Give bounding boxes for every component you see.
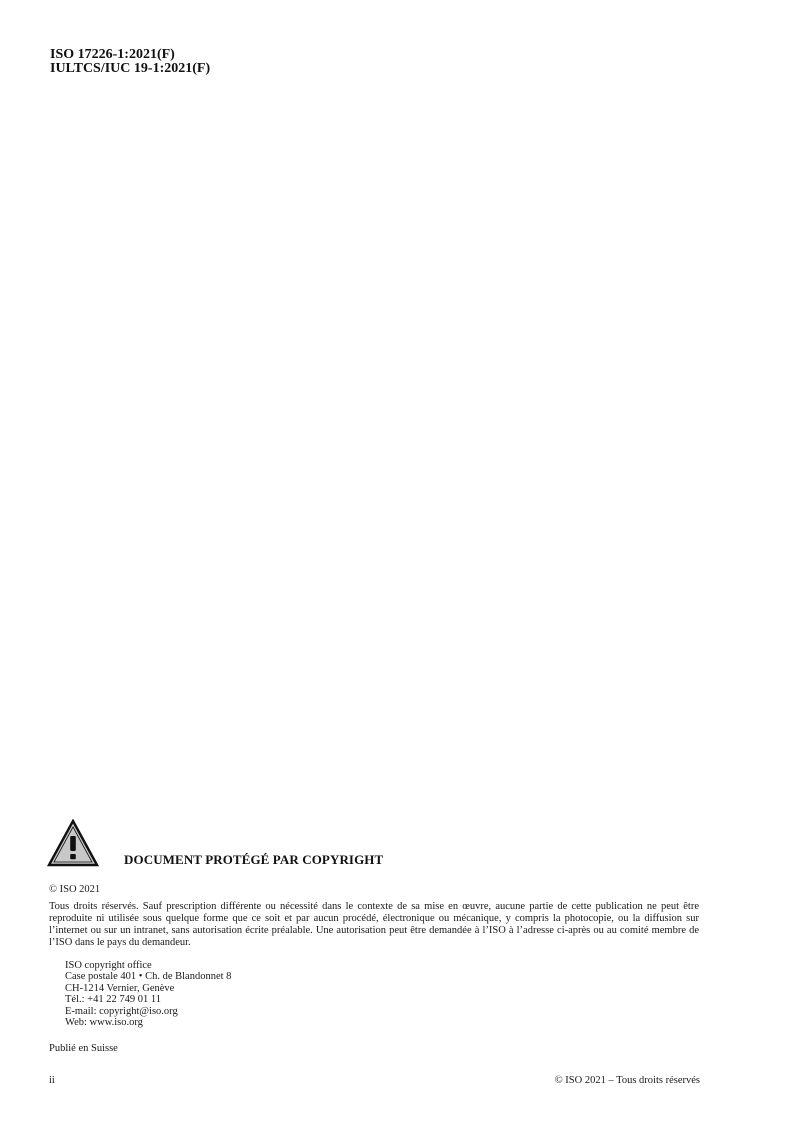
copyright-line: © ISO 2021 xyxy=(49,884,101,895)
address-line: CH-1214 Vernier, Genève xyxy=(65,982,175,994)
web-line: Web: www.iso.org xyxy=(65,1017,143,1029)
published-in: Publié en Suisse xyxy=(49,1043,118,1054)
page-number: ii xyxy=(49,1075,55,1086)
document-header xyxy=(50,48,210,76)
address-line: Tél.: +41 22 749 01 11 xyxy=(65,994,161,1006)
email-line: E-mail: copyright@iso.org xyxy=(65,1005,178,1017)
iultcs-number: IULTCS/IUC 19-1:2021(F) xyxy=(50,61,211,76)
rights-paragraph: Tous droits réservés. Sauf prescription différente ou nécessité dans le contexte de sa mise en œuvre, aucune partie de cette publication ne peut être reproduite ni utilisée sous quelque forme que ce soit et par aucun procédé, électronique ou mécanique, y compris la photocopie, ou la diffusion sur l’internet ou sur un intranet, sans autorisation écrite préalable. Une autorisation peut être demandée à l’ISO à l’adresse ci-après ou au comité membre de l’ISO dans le pays du demandeur. xyxy=(49,901,699,948)
warning-triangle-icon xyxy=(47,819,99,867)
footer-copyright: © ISO 2021 – Tous droits réservés xyxy=(554,1075,700,1086)
standard-number: ISO 17226-1:2021(F) xyxy=(50,47,175,62)
address-line: Case postale 401 • Ch. de Blandonnet 8 xyxy=(65,971,232,983)
copyright-notice-title: DOCUMENT PROTÉGÉ PAR COPYRIGHT xyxy=(124,852,384,867)
copyright-office-address xyxy=(65,960,231,1028)
address-line: ISO copyright office xyxy=(65,960,152,971)
